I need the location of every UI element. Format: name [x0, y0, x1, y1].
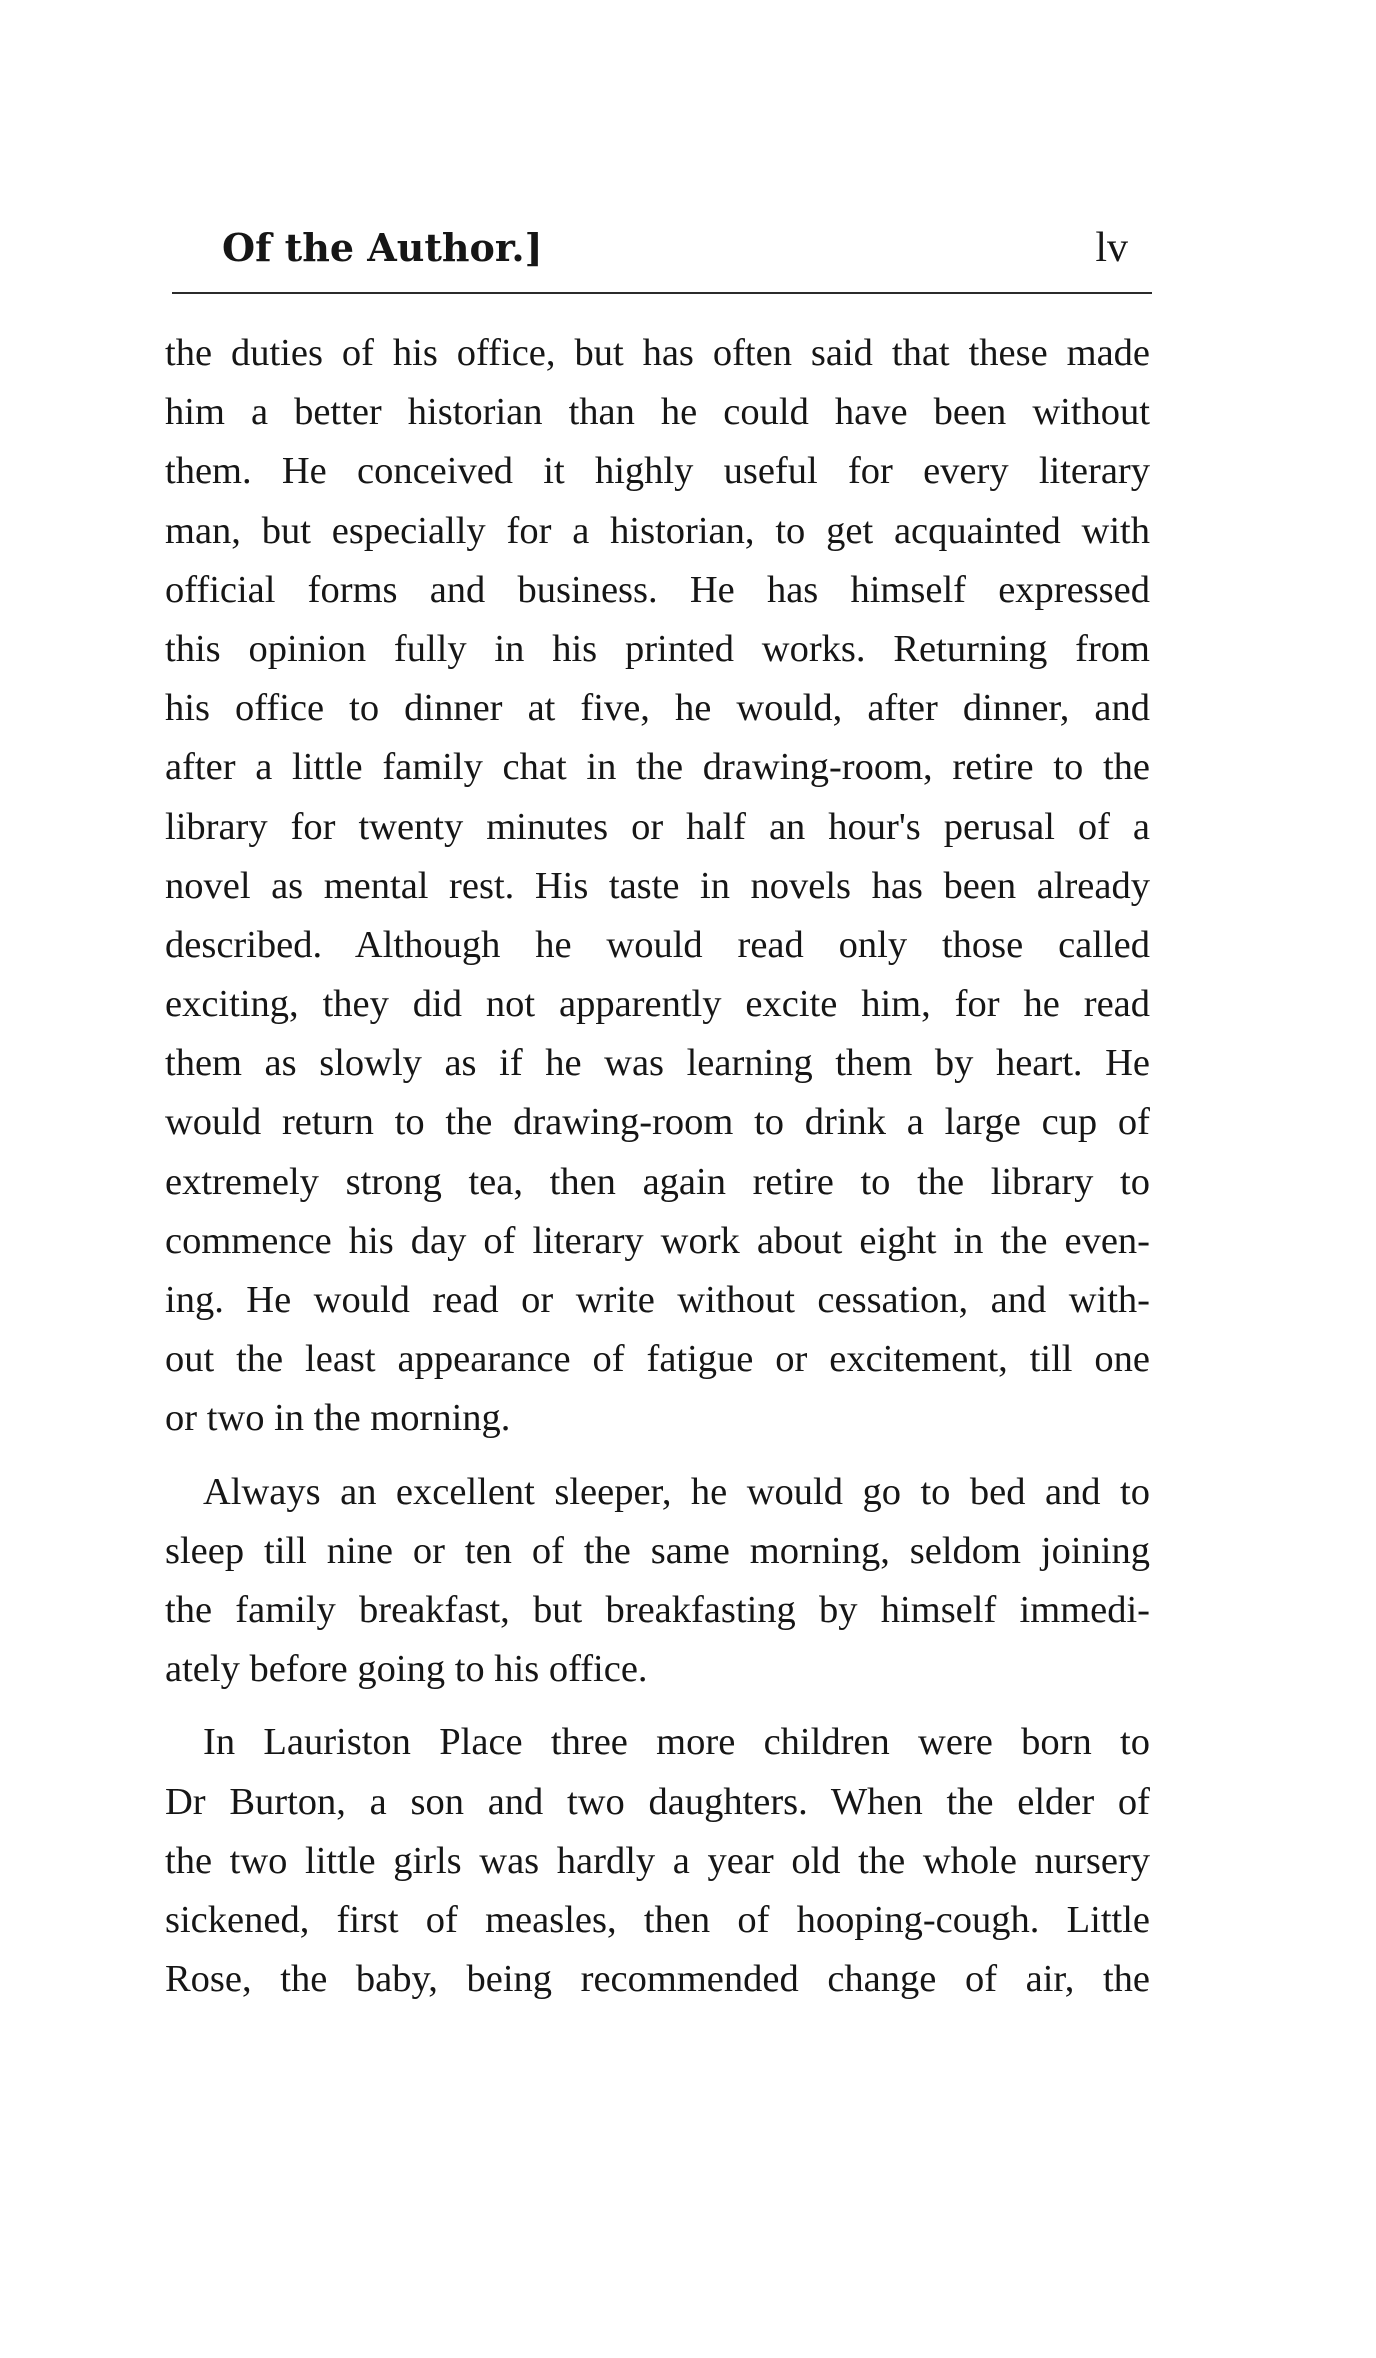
text-line: sleep till nine or ten of the same morning, seldom joining — [165, 1529, 1150, 1572]
text-line: sickened, first of measles, then of hooping-cough. Little — [165, 1898, 1150, 1941]
text-line: man, but especially for a historian, to get acquainted with — [165, 509, 1150, 552]
text-line: Rose, the baby, being recommended change of air, the — [165, 1958, 1150, 2001]
text-line: In Lauriston Place three more children were born to — [203, 1721, 1150, 1764]
text-line: library for twenty minutes or half an hour's perusal of a — [165, 805, 1150, 848]
header-rule — [172, 292, 1152, 294]
text-line: extremely strong tea, then again retire to the library to — [165, 1160, 1150, 1203]
text-line: him a better historian than he could have been without — [165, 391, 1150, 434]
text-line: or two in the morning. — [165, 1397, 511, 1440]
running-title: Of the Author.] — [222, 225, 543, 270]
running-head — [172, 222, 1152, 278]
text-line: Always an excellent sleeper, he would go to bed and to — [203, 1470, 1150, 1513]
paragraph-1 — [165, 324, 1150, 1449]
text-line: out the least appearance of fatigue or excitement, till one — [165, 1338, 1150, 1381]
text-line: after a little family chat in the drawing-room, retire to the — [165, 746, 1150, 789]
text-line: the duties of his office, but has often said that these made — [165, 332, 1150, 374]
text-line: ately before going to his office. — [165, 1648, 648, 1691]
text-line: them. He conceived it highly useful for every literary — [165, 450, 1150, 493]
text-line: official forms and business. He has himself expressed — [165, 568, 1150, 611]
text-line: ing. He would read or write without cessation, and with- — [165, 1279, 1150, 1321]
text-line: his office to dinner at five, he would, after dinner, and — [165, 687, 1150, 730]
text-line: commence his day of literary work about eight in the even- — [165, 1219, 1150, 1262]
paragraph-2 — [165, 1463, 1150, 1700]
text-line: described. Although he would read only those called — [165, 923, 1150, 966]
text-line: them as slowly as if he was learning them by heart. He — [165, 1042, 1150, 1085]
text-line: novel as mental rest. His taste in novels has been already — [165, 864, 1150, 907]
text-line: this opinion fully in his printed works. Returning from — [165, 627, 1150, 670]
text-line: would return to the drawing-room to drink a large cup of — [165, 1101, 1150, 1144]
body-text — [165, 324, 1150, 2009]
text-line: Dr Burton, a son and two daughters. When the elder of — [165, 1780, 1150, 1823]
text-line: the two little girls was hardly a year old the whole nursery — [165, 1839, 1150, 1882]
text-line: the family breakfast, but breakfasting by himself immedi- — [165, 1588, 1150, 1631]
text-line: exciting, they did not apparently excite him, for he read — [165, 983, 1150, 1026]
page-number: lv — [1095, 225, 1128, 271]
paragraph-3 — [165, 1713, 1150, 2009]
